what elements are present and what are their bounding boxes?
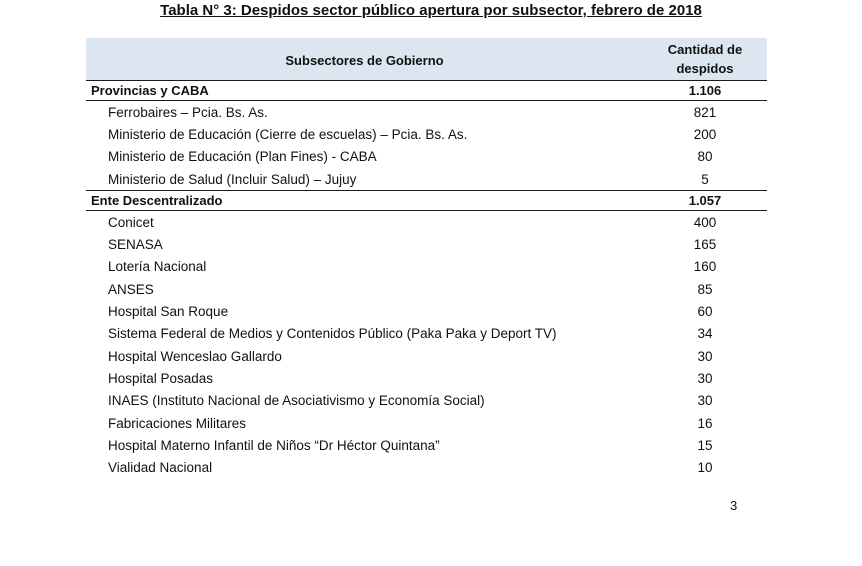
group-label: Provincias y CABA xyxy=(91,83,209,98)
row-label: ANSES xyxy=(108,281,154,297)
row-value: 165 xyxy=(693,237,717,253)
row-label: Hospital San Roque xyxy=(108,304,229,320)
page-number: 3 xyxy=(730,498,738,513)
table-row xyxy=(86,123,767,145)
row-value: 80 xyxy=(697,149,713,165)
table-row xyxy=(86,456,767,478)
table-row xyxy=(86,278,767,300)
row-value: 60 xyxy=(697,304,713,320)
table-row xyxy=(86,168,767,190)
row-label: Ministerio de Educación (Cierre de escuelas) – Pcia. Bs. As. xyxy=(108,126,468,142)
table-row xyxy=(86,300,767,322)
table-title: Tabla N° 3: Despidos sector público apertura por subsector, febrero de 2018 xyxy=(160,2,702,19)
row-value: 5 xyxy=(701,171,709,187)
row-label: INAES (Instituto Nacional de Asociativismo y Economía Social) xyxy=(108,393,485,409)
row-value: 160 xyxy=(693,259,717,275)
row-label: Hospital Posadas xyxy=(108,370,214,386)
row-label: SENASA xyxy=(108,237,163,253)
row-label: Hospital Wenceslao Gallardo xyxy=(108,348,282,364)
table-header xyxy=(86,38,767,80)
group-row-ente-descentralizado xyxy=(86,190,767,211)
group-label: Ente Descentralizado xyxy=(91,193,223,209)
row-label: Ferrobaires – Pcia. Bs. As. xyxy=(108,104,268,120)
layoffs-table xyxy=(86,38,767,479)
table-row xyxy=(86,256,767,278)
row-value: 30 xyxy=(697,370,713,386)
table-row xyxy=(86,233,767,255)
table-row xyxy=(86,101,767,123)
row-value: 10 xyxy=(697,460,713,476)
group-row-provincias xyxy=(86,80,767,101)
table-row xyxy=(86,211,767,233)
header-subsectors: Subsectores de Gobierno xyxy=(285,52,444,68)
group-total: 1.057 xyxy=(688,193,722,209)
group-total: 1.106 xyxy=(688,83,722,98)
row-value: 400 xyxy=(693,214,717,230)
table-row xyxy=(86,323,767,345)
row-value: 30 xyxy=(697,393,713,409)
row-value: 85 xyxy=(697,281,713,297)
row-value: 15 xyxy=(697,437,713,453)
row-label: Fabricaciones Militares xyxy=(108,415,247,431)
table-row xyxy=(86,146,767,168)
row-label: Ministerio de Salud (Incluir Salud) – Jujuy xyxy=(108,171,357,187)
table-row xyxy=(86,434,767,456)
table-row xyxy=(86,412,767,434)
row-label: Hospital Materno Infantil de Niños “Dr Héctor Quintana” xyxy=(108,437,440,453)
header-count xyxy=(643,38,767,80)
row-value: 821 xyxy=(693,104,717,120)
header-count-line1: Cantidad de xyxy=(667,42,743,57)
row-label: Ministerio de Educación (Plan Fines) - CABA xyxy=(108,149,377,165)
row-value: 16 xyxy=(697,415,713,431)
table-row xyxy=(86,345,767,367)
row-value: 200 xyxy=(693,126,717,142)
row-value: 30 xyxy=(697,348,713,364)
row-label: Sistema Federal de Medios y Contenidos Público (Paka Paka y Deport TV) xyxy=(108,326,557,342)
row-label: Vialidad Nacional xyxy=(108,460,213,476)
row-label: Conicet xyxy=(108,214,154,230)
row-value: 34 xyxy=(697,326,713,342)
table-row xyxy=(86,367,767,389)
table-row xyxy=(86,390,767,412)
row-label: Lotería Nacional xyxy=(108,259,207,275)
header-count-line2: despidos xyxy=(676,61,734,76)
